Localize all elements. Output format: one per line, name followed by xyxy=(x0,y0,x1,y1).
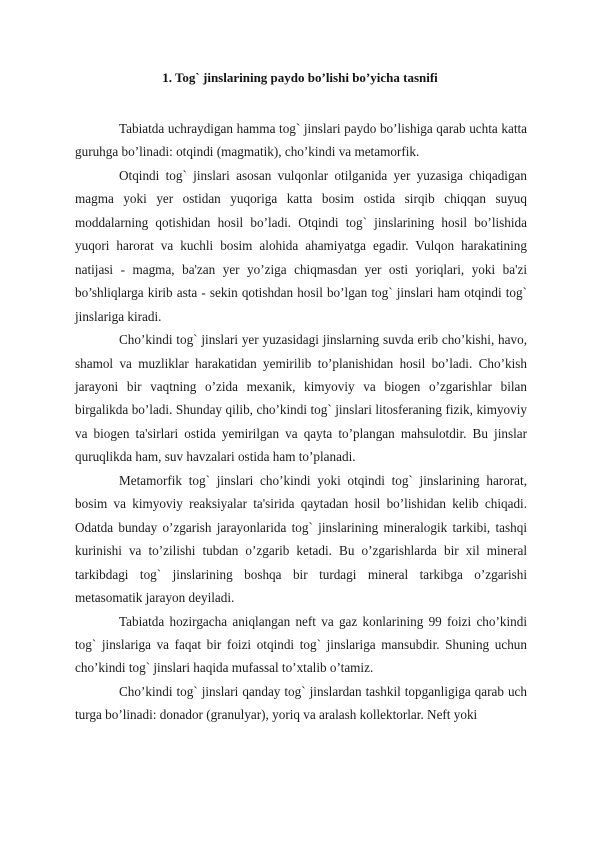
section-title: 1. Tog` jinslarining paydo bo’lishi bo’yicha tasnifi xyxy=(162,70,438,85)
paragraph: Otqindi tog` jinslari asosan vulqonlar otilganida yer yuzasiga chiqadigan magma yoki yer ostidan yuqoriga katta bosim ostida sirqib chiqqan suyuq moddalarning qotishidan hosil bo’ladi. Otqindi tog` jinslarining hosil bo’lishida yuqori harorat va kuchli bosim alohida ahamiyatga egadir. Vulqon harakatining natijasi - magma, ba'zan yer yo’ziga chiqmasdan yer osti yoriqlari, yoki ba'zi bo’shliqlarga kirib asta - sekin qotishdan hosil bo’lgan tog` jinslari ham otqindi tog` jinslariga kiradi. xyxy=(75,167,527,324)
paragraph: Cho’kindi tog` jinslari yer yuzasidagi jinslarning suvda erib cho’kishi, havo, shamol va muzliklar harakatidan yemirilib to’planishidan hosil bo’ladi. Cho’kish jarayoni bir vaqtning o’zida mexanik, kimyoviy va biogen o’zgarishlar bilan birgalikda bo’ladi. Shunday qilib, cho’kindi tog` jinslari litosferaning fizik, kimyoviy va biogen ta'sirlari ostida yemirilgan va qayta to’plangan mahsulotdir. Bu jinslar quruqlikda ham, suv havzalari ostida ham to’planadi. xyxy=(75,332,527,465)
paragraph: Tabiatda uchraydigan hamma tog` jinslari paydo bo’lishiga qarab uchta katta guruhga bo’linadi: otqindi (magmatik), cho’kindi va metamorfik. xyxy=(75,121,527,160)
paragraph: Metamorfik tog` jinslari cho’kindi yoki otqindi tog` jinslarining harorat, bosim va kimyoviy reaksiyalar ta'sirida qaytadan hosil bo’lishidan kelib chiqadi. Odatda bunday o’zgarish jarayonlarida tog` jinslarining mineralogik tarkibi, tashqi kurinishi va to’zilishi tubdan o’zgarib ketadi. Bu o’zgarishlarda bir xil mineral tarkibdagi tog` jinslarining boshqa bir turdagi mineral tarkibga o’zgarishi metasomatik jarayon deyiladi. xyxy=(75,472,527,606)
paragraph: Cho’kindi tog` jinslari qanday tog` jinslardan tashkil topganligiga qarab uch turga bo’linadi: donador (granulyar), yoriq va aralash kollektorlar. Neft yoki xyxy=(75,683,527,723)
body-text xyxy=(75,117,527,727)
paragraph: Tabiatda hozirgacha aniqlangan neft va gaz konlarining 99 foizi cho’kindi tog` jinslariga va faqat bir foizi otqindi tog` jinslariga mansubdir. Shuning uchun cho’kindi tog` jinslari haqida mufassal to’xtalib o’tamiz. xyxy=(75,613,527,676)
